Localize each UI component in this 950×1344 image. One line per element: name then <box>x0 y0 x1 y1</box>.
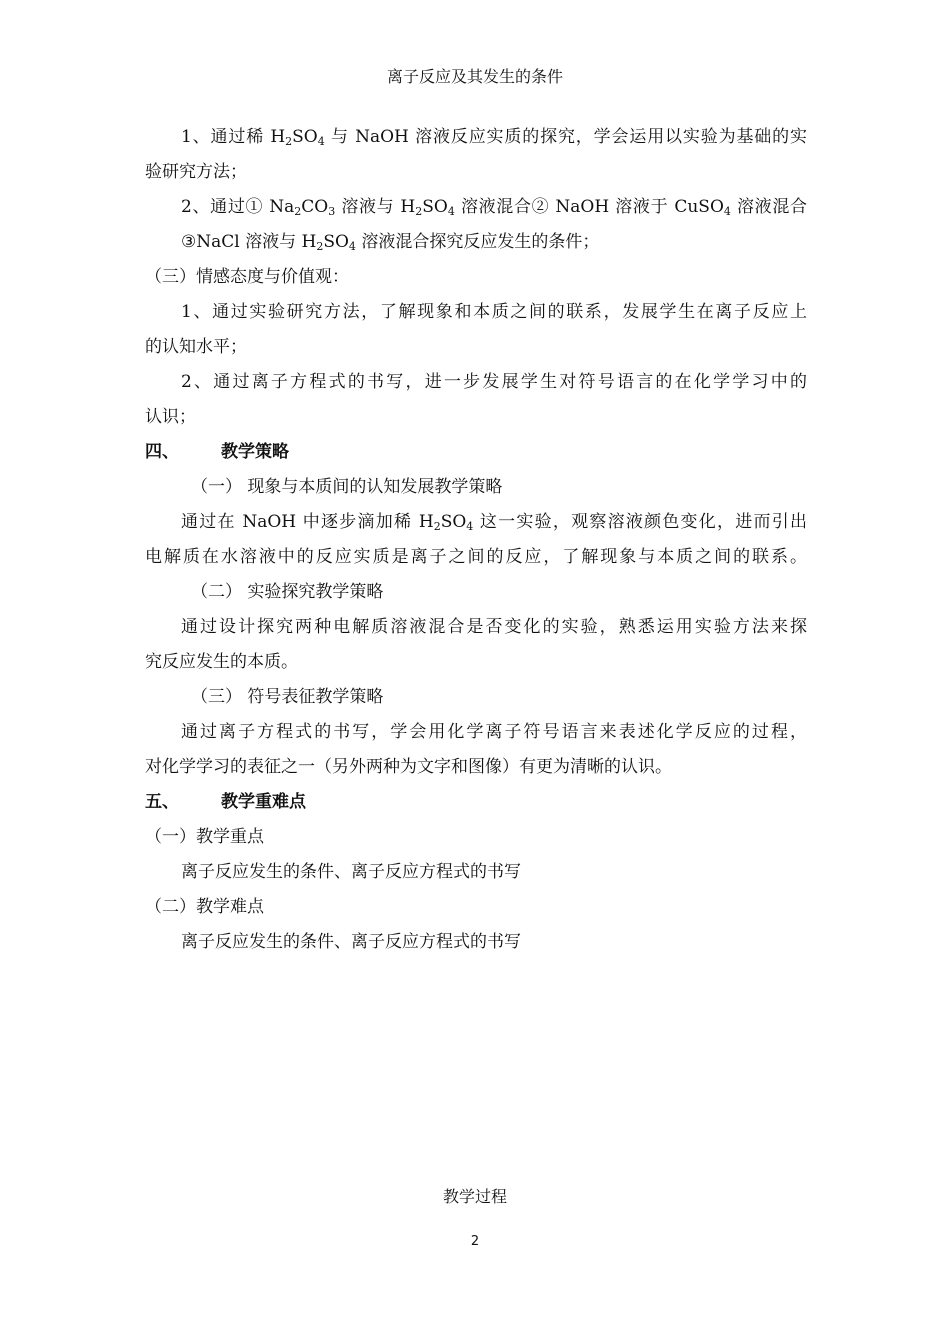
paragraph-line: 通过离子方程式的书写，学会用化学离子符号语言来表述化学反应的过程， <box>181 722 807 742</box>
section-title: 教学重难点 <box>221 792 306 812</box>
section-title: 教学策略 <box>221 442 289 462</box>
page-body <box>145 120 807 960</box>
paragraph-line: 2、通过离子方程式的书写，进一步发展学生对符号语言的在化学学习中的 <box>181 372 807 392</box>
text-run: 溶液混合 <box>730 197 807 217</box>
subscript: 4 <box>723 205 731 218</box>
subsection-heading: （二）教学难点 <box>145 897 264 917</box>
subscript: 3 <box>328 205 336 218</box>
paragraph-line: 通过设计探究两种电解质溶液混合是否变化的实验，熟悉运用实验方法来探 <box>181 617 807 637</box>
text-run: 2、通过① Na <box>181 197 295 217</box>
strategy-heading: （一） 现象与本质间的认知发展教学策略 <box>191 477 503 497</box>
subscript: 2 <box>415 205 423 218</box>
subsection-heading: （一）教学重点 <box>145 827 264 847</box>
section-heading <box>145 785 807 820</box>
text-run: ③NaCl 溶液与 H <box>181 232 317 252</box>
section-number: 五、 <box>145 792 179 812</box>
subscript: 4 <box>447 205 455 218</box>
text-run: 溶液与 H <box>335 197 416 217</box>
next-section-title: 教学过程 <box>442 1187 507 1206</box>
text-run: 与 NaOH 溶液反应实质的探究，学会运用以实验为基础的实 <box>324 127 808 147</box>
subscript: 2 <box>285 135 293 148</box>
section-number: 四、 <box>145 442 179 462</box>
text-run: SO <box>292 127 318 147</box>
paragraph-line: 对化学学习的表征之一（另外两种为文字和图像）有更为清晰的认识。 <box>145 757 672 777</box>
running-header: 离子反应及其发生的条件 <box>386 67 563 86</box>
paragraph-line: 离子反应发生的条件、离子反应方程式的书写 <box>181 862 521 882</box>
section-heading <box>145 435 807 470</box>
paragraph-line: 究反应发生的本质。 <box>145 652 298 672</box>
subscript: 2 <box>294 205 302 218</box>
subscript: 2 <box>316 240 324 253</box>
text-run: 溶液混合探究反应发生的条件； <box>355 232 600 252</box>
text-run: SO <box>440 512 467 532</box>
paragraph-line <box>145 505 807 540</box>
text-run: 这一实验，观察溶液颜色变化，进而引出 <box>473 512 807 532</box>
subscript: 4 <box>348 240 356 253</box>
page-number: 2 <box>470 1234 480 1249</box>
subscript: 4 <box>466 520 474 533</box>
paragraph-line <box>145 120 807 155</box>
paragraph-line <box>145 190 807 225</box>
text-run: 通过在 NaOH 中逐步滴加稀 H <box>181 512 434 532</box>
paragraph-line: 认识； <box>145 407 196 427</box>
paragraph-line: 电解质在水溶液中的反应实质是离子之间的反应，了解现象与本质之间的联系。 <box>145 547 807 567</box>
subscript: 4 <box>317 135 325 148</box>
text-run: CO <box>301 197 329 217</box>
paragraph-line: 验研究方法； <box>145 162 247 182</box>
paragraph-line: 1、通过实验研究方法，了解现象和本质之间的联系，发展学生在离子反应上 <box>181 302 807 322</box>
text-run: 1、通过稀 H <box>181 127 286 147</box>
paragraph-line: 离子反应发生的条件、离子反应方程式的书写 <box>181 932 521 952</box>
subscript: 2 <box>433 520 441 533</box>
strategy-heading: （三） 符号表征教学策略 <box>191 687 384 707</box>
strategy-heading: （二） 实验探究教学策略 <box>191 582 384 602</box>
text-run: SO <box>422 197 448 217</box>
text-run: SO <box>323 232 349 252</box>
text-run: 溶液混合② NaOH 溶液于 CuSO <box>454 197 724 217</box>
paragraph-line <box>145 225 807 260</box>
subsection-heading: （三）情感态度与价值观： <box>145 267 349 287</box>
paragraph-line: 的认知水平； <box>145 337 247 357</box>
